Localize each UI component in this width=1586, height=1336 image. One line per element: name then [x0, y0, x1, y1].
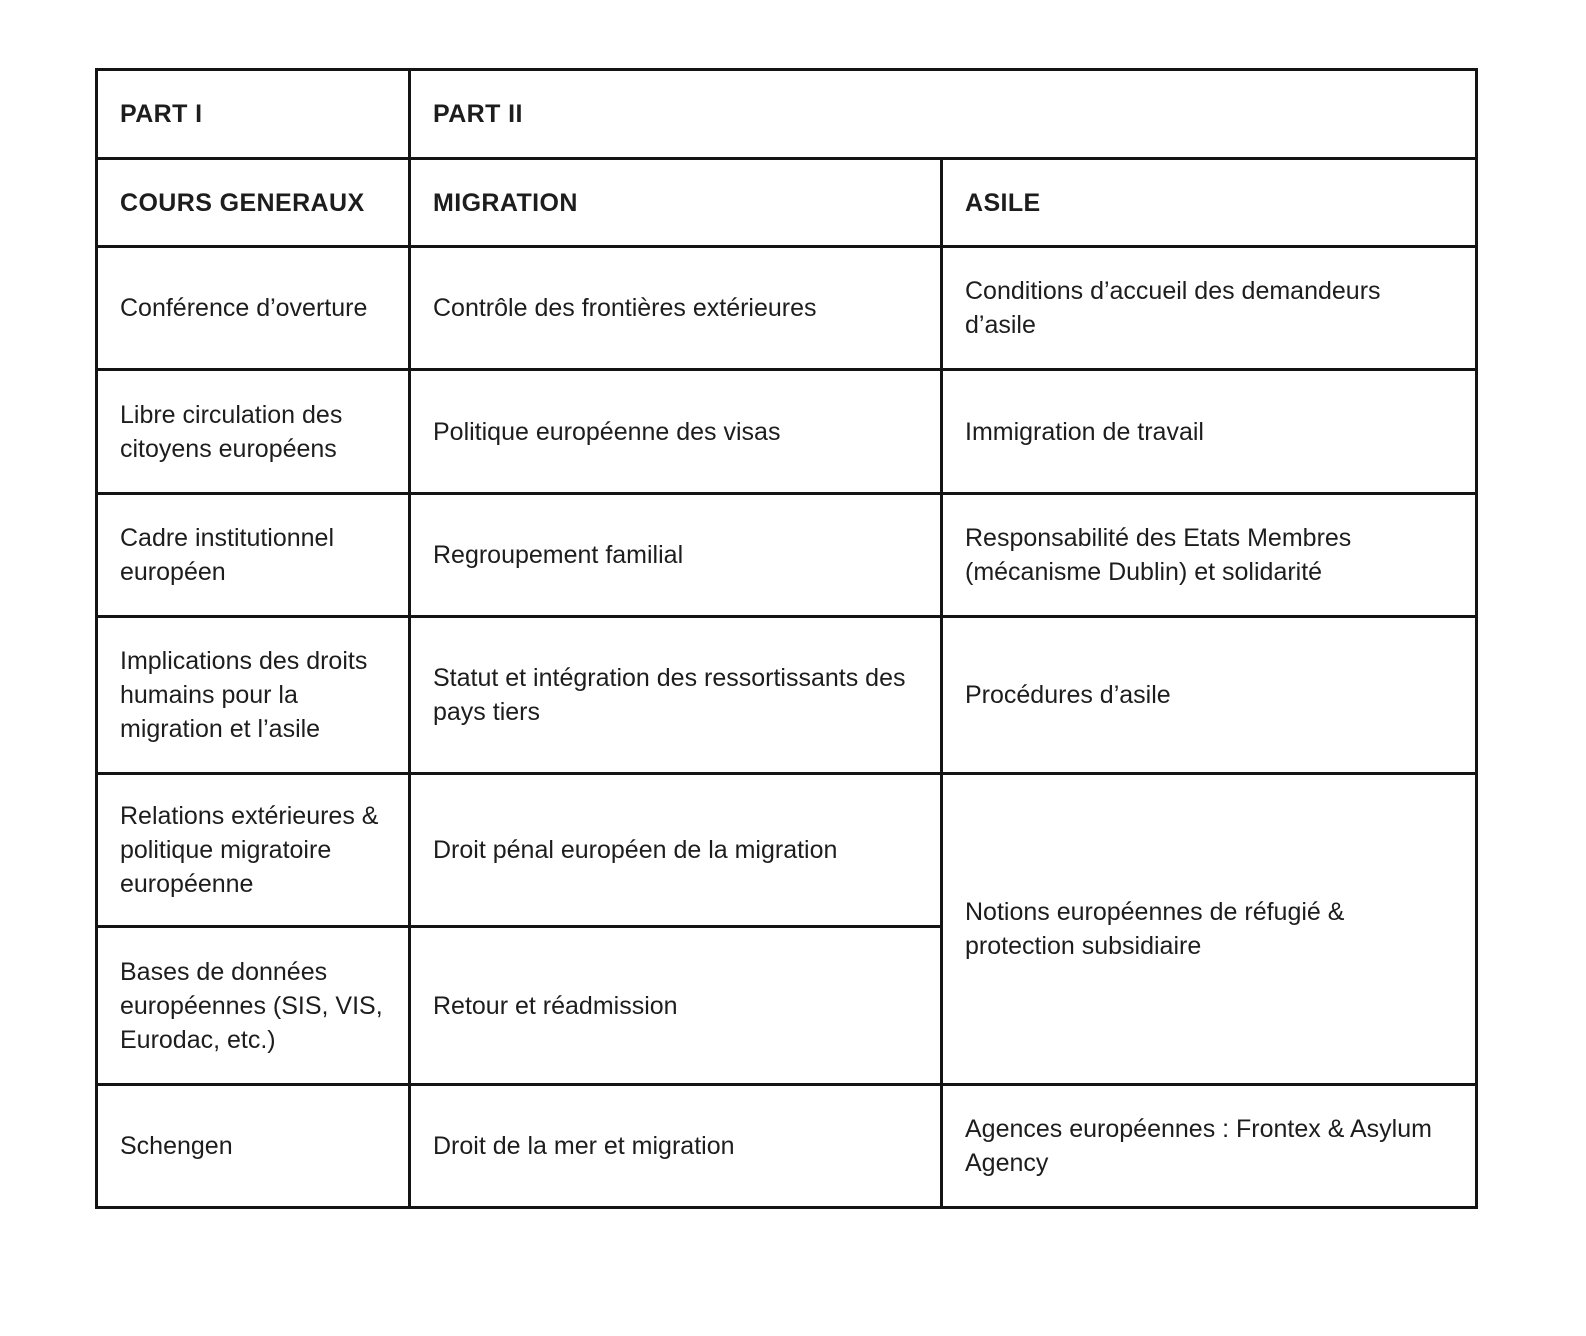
cell-conference-overture: Conférence d’overture [97, 247, 410, 370]
column-header-asile: ASILE [942, 159, 1477, 247]
table-row [97, 247, 1477, 370]
cell-politique-visas: Politique européenne des visas [410, 370, 942, 494]
cell-bases-donnees: Bases de données européennes (SIS, VIS, Eurodac, etc.) [97, 927, 410, 1085]
course-program-table [95, 68, 1478, 1209]
cell-schengen: Schengen [97, 1085, 410, 1208]
cell-retour-readmission: Retour et réadmission [410, 927, 942, 1085]
cell-procedures-asile: Procédures d’asile [942, 617, 1477, 774]
cell-relations-exterieures: Relations extérieures & politique migratoire européenne [97, 774, 410, 927]
column-header-cours-generaux: COURS GENERAUX [97, 159, 410, 247]
cell-regroupement-familial: Regroupement familial [410, 494, 942, 617]
table-row [97, 494, 1477, 617]
part-header-row [97, 70, 1477, 159]
cell-agences-europeennes: Agences européennes : Frontex & Asylum Agency [942, 1085, 1477, 1208]
part-ii-header: PART II [410, 70, 1477, 159]
table-row [97, 1085, 1477, 1208]
cell-immigration-travail: Immigration de travail [942, 370, 1477, 494]
cell-responsabilite-etats: Responsabilité des Etats Membres (mécanisme Dublin) et solidarité [942, 494, 1477, 617]
cell-cadre-institutionnel: Cadre institutionnel européen [97, 494, 410, 617]
cell-libre-circulation: Libre circulation des citoyens européens [97, 370, 410, 494]
cell-droit-penal: Droit pénal européen de la migration [410, 774, 942, 927]
column-header-row [97, 159, 1477, 247]
cell-controle-frontieres: Contrôle des frontières extérieures [410, 247, 942, 370]
cell-implications-droits-humains: Implications des droits humains pour la migration et l’asile [97, 617, 410, 774]
cell-notions-refugie: Notions européennes de réfugié & protection subsidiaire [942, 774, 1477, 1085]
cell-statut-integration: Statut et intégration des ressortissants des pays tiers [410, 617, 942, 774]
cell-conditions-accueil: Conditions d’accueil des demandeurs d’asile [942, 247, 1477, 370]
cell-droit-mer: Droit de la mer et migration [410, 1085, 942, 1208]
table-row [97, 617, 1477, 774]
table-row [97, 370, 1477, 494]
part-i-header: PART I [97, 70, 410, 159]
column-header-migration: MIGRATION [410, 159, 942, 247]
table-row [97, 774, 1477, 927]
